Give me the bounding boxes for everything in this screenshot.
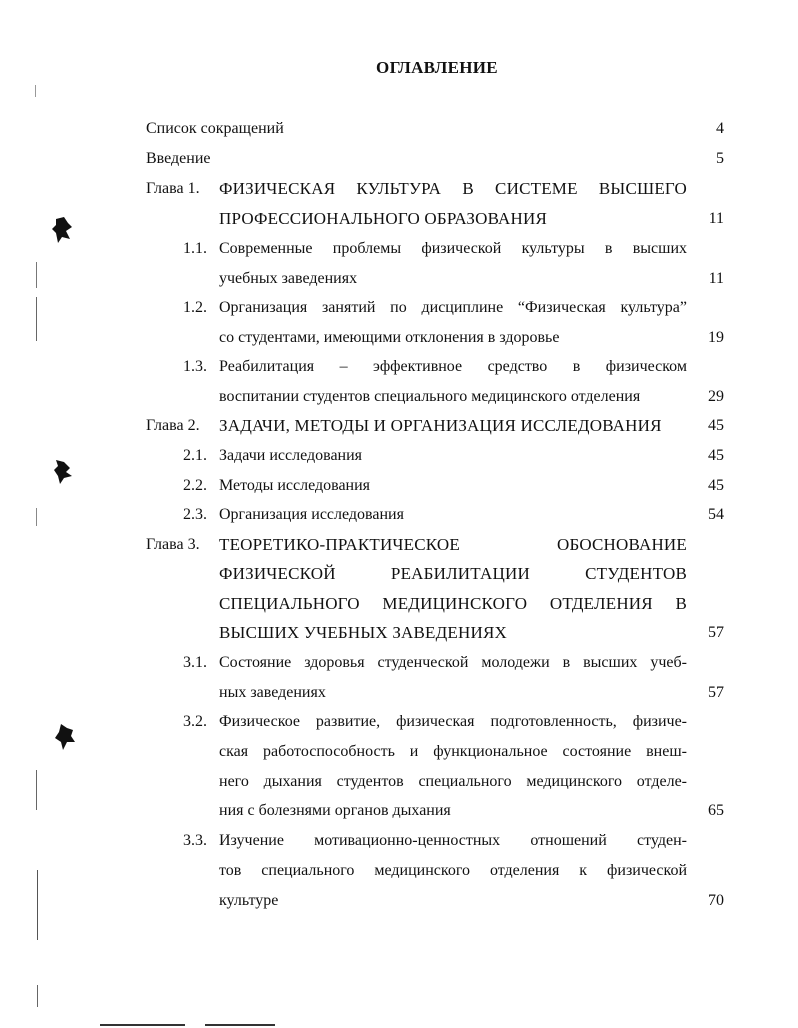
toc-entry-line: со студентами, имеющими отклонения в здоровье (219, 329, 560, 346)
scan-streak (35, 85, 36, 97)
toc-entry-label: 2.3. (183, 506, 207, 523)
toc-entry-page: 4 (716, 120, 724, 137)
toc-entry-label: Глава 3. (146, 536, 200, 553)
toc-entry-line: ЗАДАЧИ, МЕТОДЫ И ОРГАНИЗАЦИЯ ИССЛЕДОВАНИЯ (219, 416, 662, 435)
toc-entry-line: ПРОФЕССИОНАЛЬНОГО ОБРАЗОВАНИЯ (219, 209, 548, 228)
toc-entry-page: 70 (708, 892, 724, 909)
toc-entry-label: 1.3. (183, 358, 207, 375)
scan-streak (36, 770, 37, 810)
toc-entry-page: 29 (708, 388, 724, 405)
toc-entry-page: 11 (708, 210, 724, 227)
toc-entry-page: 57 (708, 624, 724, 641)
toc-entry-line: ская работоспособность и функциональное состояние внеш- (219, 743, 687, 760)
toc-entry-page: 5 (716, 150, 724, 167)
toc-entry-page: 54 (708, 506, 724, 523)
toc-entry-line: учебных заведениях (219, 270, 358, 287)
scan-streak (36, 262, 37, 288)
toc-entry-line: ФИЗИЧЕСКАЯ КУЛЬТУРА В СИСТЕМЕ ВЫСШЕГО (219, 179, 687, 198)
toc-entry-line: Организация исследования (219, 506, 404, 523)
toc-entry-line: ВЫСШИХ УЧЕБНЫХ ЗАВЕДЕНИЯХ (219, 623, 507, 642)
toc-entry-page: 45 (708, 477, 724, 494)
binder-hole-mark (52, 458, 74, 486)
scan-streak (36, 508, 37, 526)
toc-entry-line: Реабилитация – эффективное средство в физическом (219, 358, 687, 375)
scan-streak (205, 1024, 275, 1026)
toc-entry-line: ных заведениях (219, 684, 326, 701)
toc-entry-label: Глава 2. (146, 417, 200, 434)
toc-entry-label: Глава 1. (146, 180, 200, 197)
binder-hole-mark (53, 722, 77, 752)
toc-entry-line: Физическое развитие, физическая подготовленность, физиче- (219, 713, 687, 730)
toc-entry-line: СПЕЦИАЛЬНОГО МЕДИЦИНСКОГО ОТДЕЛЕНИЯ В (219, 594, 687, 613)
toc-entry-label: 1.2. (183, 299, 207, 316)
toc-entry-page: 65 (708, 802, 724, 819)
toc-entry-page: 11 (708, 270, 724, 287)
toc-entry-line: воспитании студентов специального медицинского отделения (219, 388, 641, 405)
toc-entry-label: 3.2. (183, 713, 207, 730)
toc-entry-label: 3.3. (183, 832, 207, 849)
scan-streak (37, 985, 38, 1007)
toc-entry-page: 57 (708, 684, 724, 701)
toc-entry-text: Введение (146, 150, 211, 167)
toc-entry-line: Методы исследования (219, 477, 371, 494)
toc-entry-line: Организация занятий по дисциплине “Физическая культура” (219, 299, 687, 316)
toc-entry-page: 45 (708, 417, 724, 434)
toc-entry-line: Состояние здоровья студенческой молодежи в высших учеб- (219, 654, 687, 671)
toc-entry-label: 1.1. (183, 240, 207, 257)
toc-entry-page: 19 (708, 329, 724, 346)
toc-entry-line: Современные проблемы физической культуры в высших (219, 240, 687, 257)
toc-entry-text: Список сокращений (146, 120, 284, 137)
toc-entry-label: 3.1. (183, 654, 207, 671)
toc-entry-line: Изучение мотивационно-ценностных отношений студен- (219, 832, 687, 849)
scan-streak (100, 1024, 185, 1026)
toc-entry-line: культуре (219, 892, 279, 909)
toc-entry-label: 2.1. (183, 447, 207, 464)
toc-entry-line: ния с болезнями органов дыхания (219, 802, 451, 819)
toc-entry-line: него дыхания студентов специального медицинского отделе- (219, 773, 687, 790)
scan-streak (37, 870, 38, 940)
toc-entry-label: 2.2. (183, 477, 207, 494)
toc-entry-line: тов специального медицинского отделения к физической (219, 862, 687, 879)
scan-streak (36, 297, 37, 341)
toc-entry-line: Задачи исследования (219, 447, 363, 464)
binder-hole-mark (50, 215, 74, 245)
toc-entry-line: ТЕОРЕТИКО-ПРАКТИЧЕСКОЕ ОБОСНОВАНИЕ (219, 535, 687, 554)
toc-entry-page: 45 (708, 447, 724, 464)
toc-entry-line: ФИЗИЧЕСКОЙ РЕАБИЛИТАЦИИ СТУДЕНТОВ (219, 564, 687, 583)
page-title: ОГЛАВЛЕНИЕ (376, 58, 498, 77)
